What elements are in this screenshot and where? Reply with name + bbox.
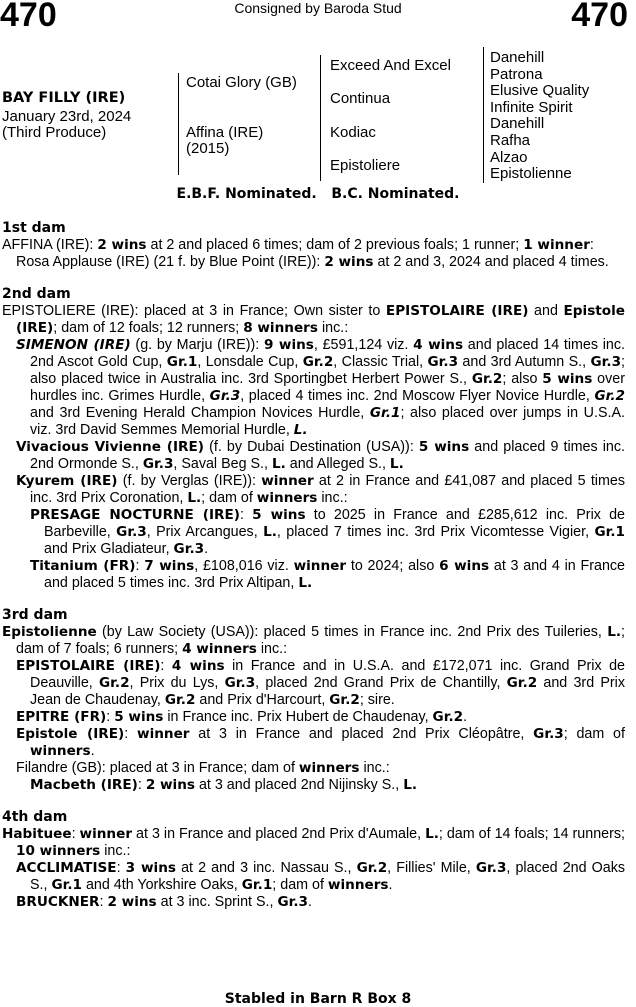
progeny-entry: EPITRE (FR): 5 wins in France inc. Prix Hubert de Chaudenay, Gr.2. — [16, 709, 468, 725]
progeny-entry: EPISTOLAIRE (IRE): 4 wins in France and in U.S.A. and £172,071 inc. Grand Prix de Deauville, Gr.2, Prix du Lys, Gr.3, placed 2nd Grand Prix de Chantilly, Gr.2 and 3rd Prix Jean de Chaudenay, Gr.2 and Prix d'Harcourt, Gr.2; sire. — [16, 658, 626, 708]
dam: Affina (IRE) — [186, 124, 264, 141]
progeny-entry: Macbeth (IRE): 2 wins at 3 and placed 2nd Nijinsky S., L. — [30, 777, 418, 793]
dam-dam: Epistoliere — [330, 157, 401, 174]
progeny-entry: BRUCKNER: 2 wins at 3 inc. Sprint S., Gr.3. — [16, 894, 312, 910]
section-heading-1st-dam: 1st dam — [2, 220, 66, 236]
progeny-entry: Titanium (FR): 7 wins, £108,016 viz. winner to 2024; also 6 wins at 3 and 4 in France and placed 5 times inc. 3rd Prix Altipan, L. — [30, 558, 626, 591]
progeny-entry: PRESAGE NOCTURNE (IRE): 5 wins to 2025 in France and £285,612 inc. Prix de Barbeville, Gr.3, Prix Arcangues, L., placed 7 times inc. 3rd Prix Vicomtesse Vigier, Gr.1 and Prix Gladiateur, Gr.3. — [30, 507, 625, 557]
g4-1: Danehill — [490, 49, 545, 66]
pedigree-divider-3 — [483, 47, 484, 183]
g4-5: Danehill — [490, 115, 545, 132]
pedigree-divider-1 — [178, 73, 179, 175]
progeny-entry: Epistole (IRE): winner at 3 in France and placed 2nd Prix Cléopâtre, Gr.3; dam of winners. — [16, 726, 625, 759]
dam-entry: AFFINA (IRE): 2 wins at 2 and placed 6 times; dam of 2 previous foals; 1 runner; 1 winner: — [2, 237, 594, 253]
dam-entry: EPISTOLIERE (IRE): placed at 3 in France; Own sister to EPISTOLAIRE (IRE) and Epistole (IRE); dam of 12 foals; 12 runners; 8 winners inc.: — [2, 303, 625, 336]
sire-dam: Continua — [330, 90, 391, 107]
dam-entry: Habituee: winner at 3 in France and placed 2nd Prix d'Aumale, L.; dam of 14 foals; 14 runners; 10 winners inc.: — [2, 826, 625, 859]
lot-number-right: 470 — [571, 0, 628, 34]
g4-7: Alzao — [490, 149, 528, 166]
progeny-entry: ACCLIMATISE: 3 wins at 2 and 3 inc. Nassau S., Gr.2, Fillies' Mile, Gr.3, placed 2nd Oaks S., Gr.1 and 4th Yorkshire Oaks, Gr.1; dam of winners. — [16, 860, 626, 893]
g4-4: Infinite Spirit — [490, 99, 573, 116]
nomination-line: E.B.F. Nominated. B.C. Nominated. — [176, 186, 460, 202]
sire: Cotai Glory (GB) — [186, 74, 297, 91]
progeny-entry: Filandre (GB): placed at 3 in France; dam of winners inc.: — [16, 760, 390, 776]
dam-sire: Kodiac — [330, 124, 376, 141]
dam-entry: Epistolienne (by Law Society (USA)): placed 5 times in France inc. 2nd Prix des Tuileries, L.; dam of 7 foals; 6 runners; 4 winners inc.: — [2, 624, 625, 657]
produce-note: (Third Produce) — [2, 124, 107, 141]
g4-2: Patrona — [490, 66, 543, 83]
dam-year: (2015) — [186, 140, 230, 157]
foaling-date: January 23rd, 2024 — [2, 108, 132, 125]
consignor: Consigned by Baroda Stud — [234, 0, 402, 16]
stabling-info: Stabled in Barn R Box 8 — [224, 991, 412, 1007]
g4-6: Rafha — [490, 132, 531, 149]
catalogue-body — [2, 220, 625, 911]
pedigree-divider-2 — [320, 55, 321, 181]
g4-3: Elusive Quality — [490, 82, 590, 99]
section-heading-4th-dam: 4th dam — [2, 809, 68, 825]
progeny-entry: Rosa Applause (IRE) (21 f. by Blue Point (IRE)): 2 wins at 2 and 3, 2024 and placed 4 times. — [16, 254, 609, 270]
sire-sire: Exceed And Excel — [330, 57, 451, 74]
progeny-entry: SIMENON (IRE) (g. by Marju (IRE)): 9 wins, £591,124 viz. 4 wins and placed 14 times inc. 2nd Ascot Gold Cup, Gr.1, Lonsdale Cup, Gr.2, Classic Trial, Gr.3 and 3rd Autumn S., Gr.3; also placed twice in Australia inc. 3rd Sportingbet Herbert Power S., Gr.2; also 5 wins over hurdles inc. Grimes Hurdle, Gr.3, placed 4 times inc. 2nd Moscow Flyer Novice Hurdle, Gr.2 and 3rd Evening Herald Champion Novices Hurdle, Gr.1; also placed over jumps in U.S.A. viz. 3rd David Semmes Memorial Hurdle, L. — [16, 337, 626, 438]
section-heading-3rd-dam: 3rd dam — [2, 607, 68, 623]
section-heading-2nd-dam: 2nd dam — [2, 286, 71, 302]
progeny-entry: Kyurem (IRE) (f. by Verglas (IRE)): winner at 2 in France and £41,087 and placed 5 times inc. 3rd Prix Coronation, L.; dam of winners inc.: — [16, 473, 625, 506]
g4-8: Epistolienne — [490, 165, 572, 182]
progeny-entry: Vivacious Vivienne (IRE) (f. by Dubai Destination (USA)): 5 wins and placed 9 times inc. 2nd Ormonde S., Gr.3, Saval Beg S., L. and Alleged S., L. — [16, 439, 626, 472]
lot-number-left: 470 — [0, 0, 57, 34]
horse-name: BAY FILLY (IRE) — [2, 90, 126, 106]
